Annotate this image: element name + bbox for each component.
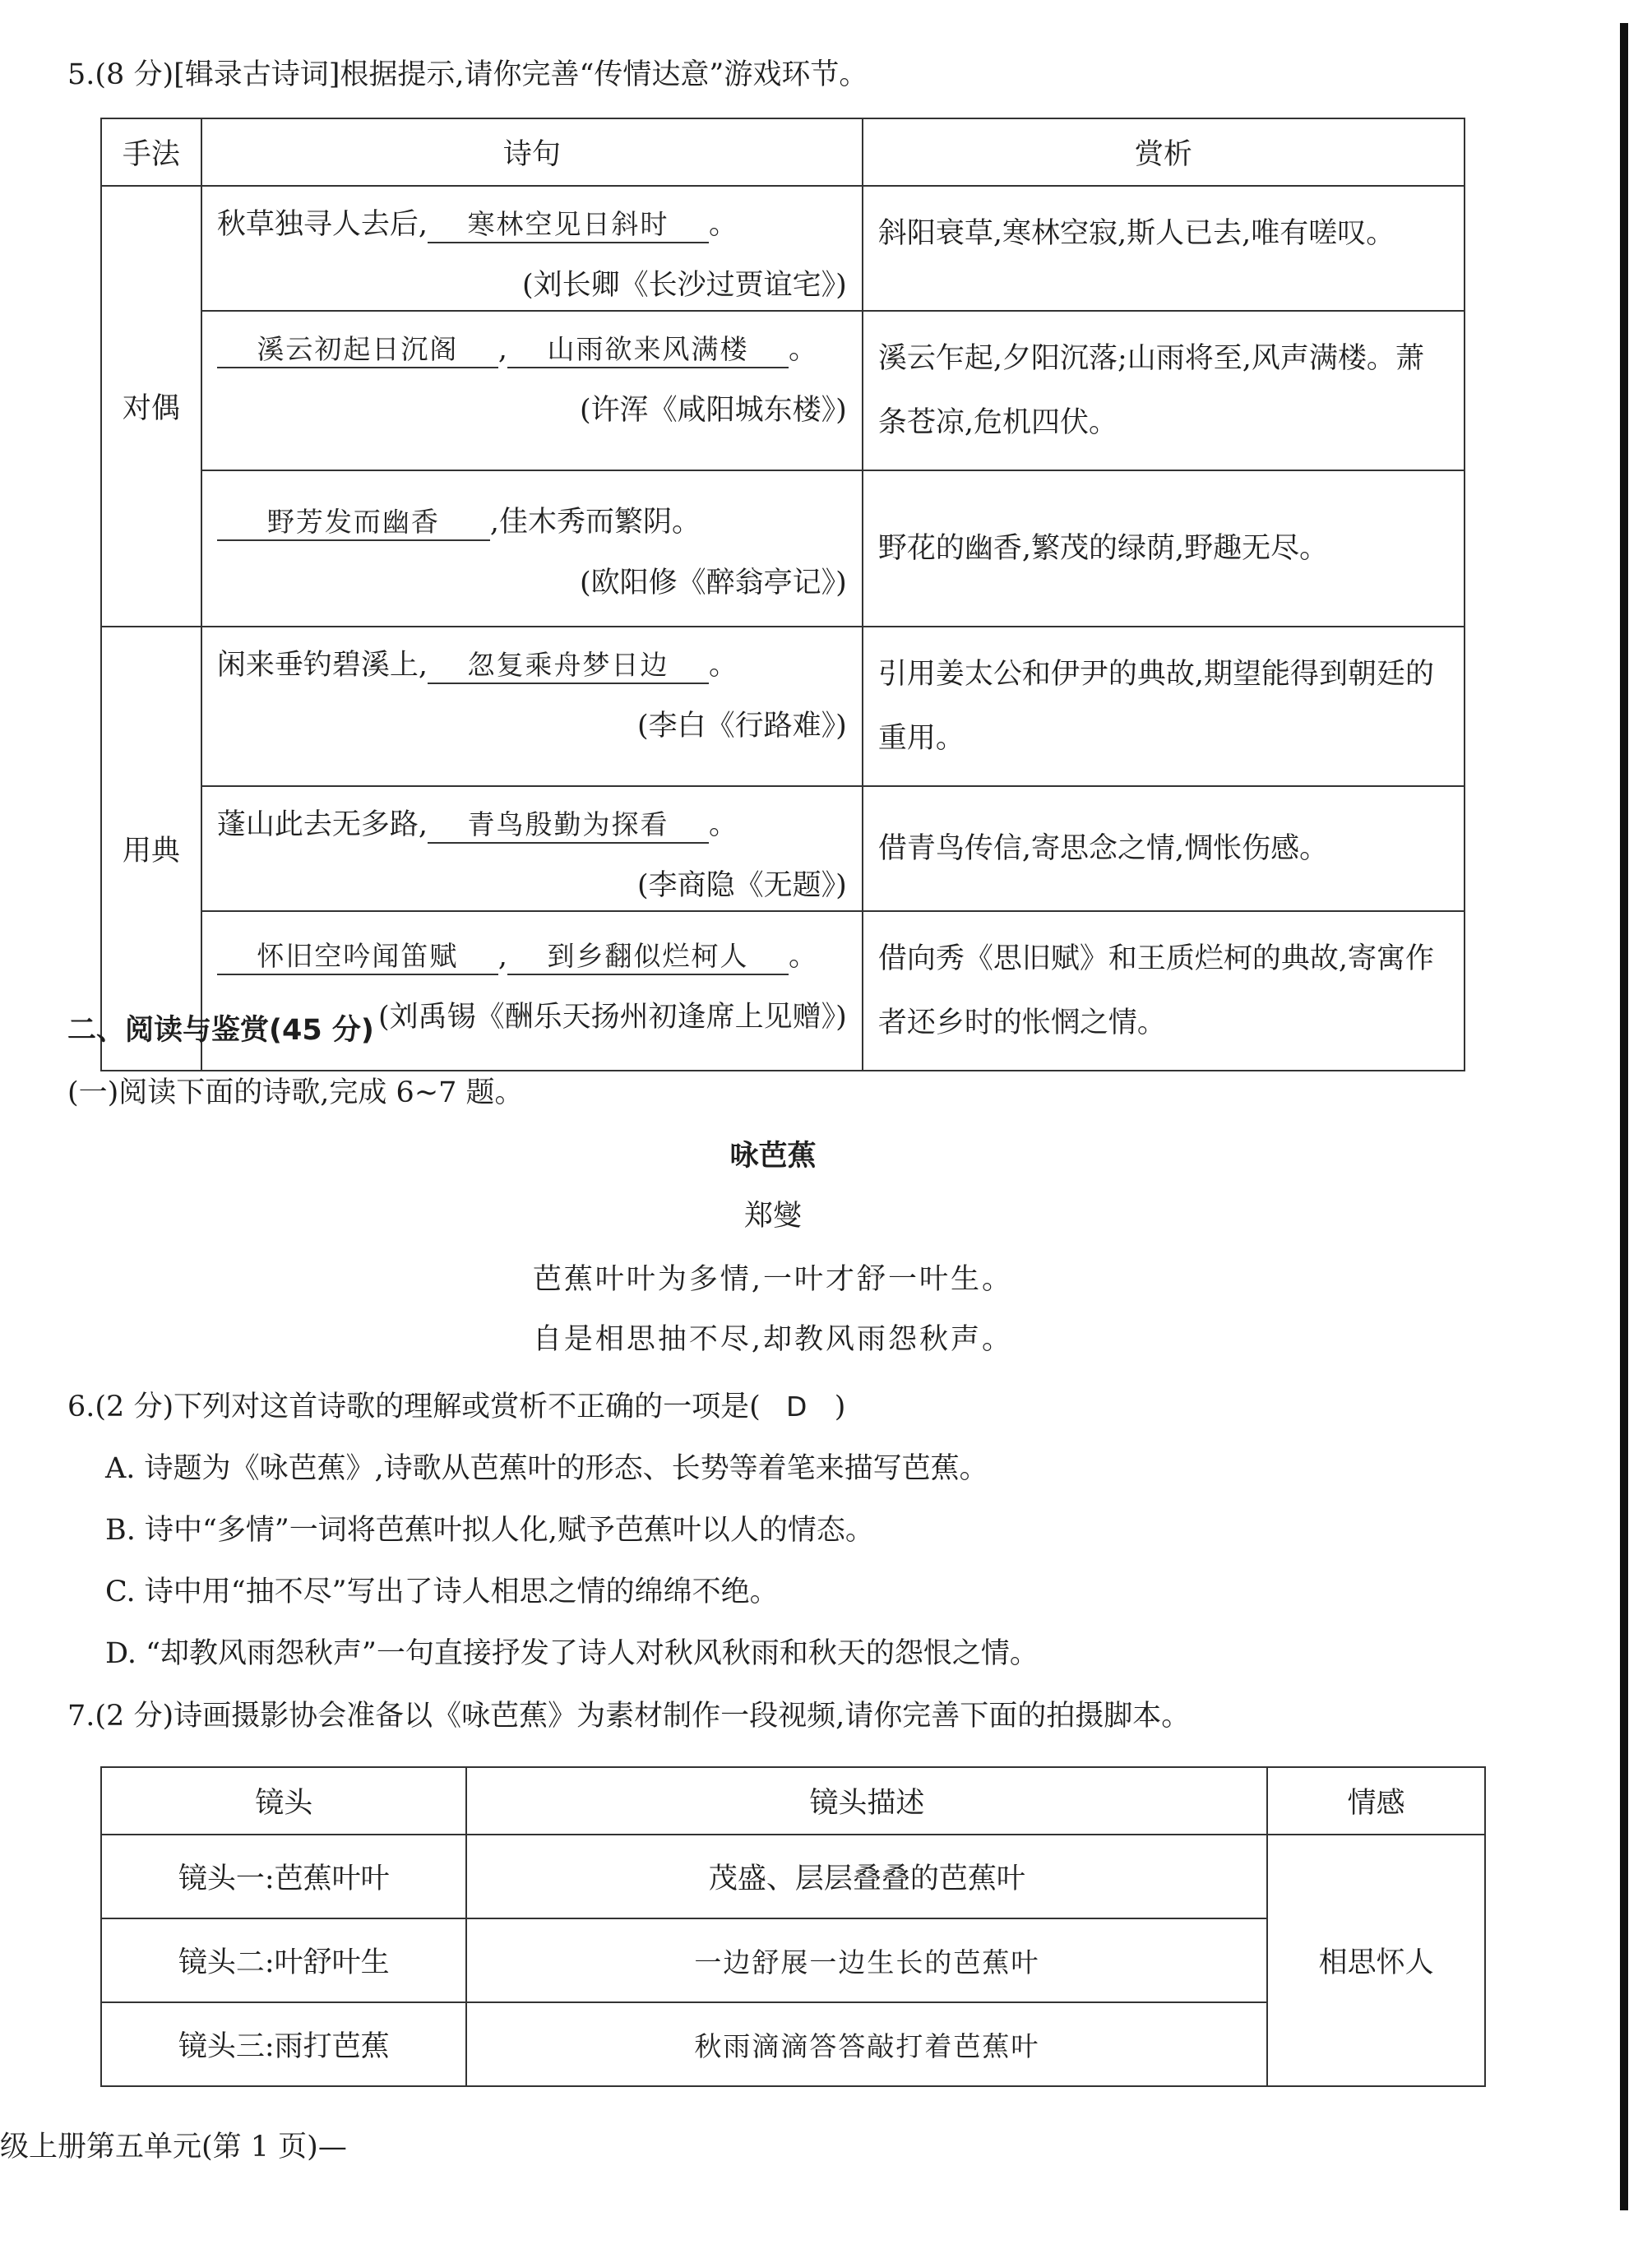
answer-blank[interactable]: 野芳发而幽香 [217,501,490,541]
q5-table [100,118,1465,1071]
poem-line-1: 芭蕉叶叶为多情,一叶才舒一叶生。 [532,1263,1014,1296]
q5-source: (刘长卿《长沙过贾谊宅》) [522,269,847,302]
section2-sub: (一)阅读下面的诗歌,完成 6~7 题。 [67,1076,524,1109]
q5-technique-yongdian: 用典 [101,627,201,1071]
q5-row-verse: 蓬山此去无多路, 青鸟殷勤为探看 。 (李商隐《无题》) [201,786,863,911]
q6-prompt-line: 6.(2 分)下列对这首诗歌的理解或赏析不正确的一项是( D ) [67,1391,846,1423]
q5-row-verse: 怀旧空吟闻笛赋 , 到乡翻似烂柯人 。 (刘禹锡《酬乐天扬州初逢席上见赠》) [201,911,863,1071]
answer-blank[interactable]: 寒林空见日斜时 [428,203,709,243]
page-footer: 级上册第五单元(第 1 页)— [0,2131,347,2163]
q5-prompt: 5.(8 分)[辑录古诗词]根据提示,请你完善“传情达意”游戏环节。 [67,58,868,91]
q7-desc-1: 茂盛、层层叠叠的芭蕉叶 [466,1835,1267,1918]
section2-heading: 二、阅读与鉴赏(45 分) [67,1014,374,1047]
q5-source: (欧阳修《醉翁亭记》) [580,567,847,599]
q7-prompt: 7.(2 分)诗画摄影协会准备以《咏芭蕉》为素材制作一段视频,请你完善下面的拍摄脚本。 [67,1700,1191,1733]
q5-row-verse: 闲来垂钓碧溪上, 忽复乘舟梦日边 。 (李白《行路难》) [201,627,863,786]
answer-blank[interactable]: 到乡翻似烂柯人 [507,935,789,975]
q5-row-verse: 秋草独寻人去后, 寒林空见日斜时 。 (刘长卿《长沙过贾谊宅》) [201,186,863,311]
q5-analysis: 借向秀《思旧赋》和王质烂柯的典故,寄寓作者还乡时的怅惘之情。 [863,911,1465,1071]
q7-header-desc: 镜头描述 [466,1767,1267,1835]
q7-shot-1: 镜头一:芭蕉叶叶 [101,1835,466,1918]
poem-line-2: 自是相思抽不尽,却教风雨怨秋声。 [532,1323,1014,1356]
q7-header-emotion: 情感 [1267,1767,1485,1835]
poem-title: 咏芭蕉 [729,1140,817,1173]
q5-header-verse: 诗句 [201,118,863,186]
q6-option-b: B. 诗中“多情”一词将芭蕉叶拟人化,赋予芭蕉叶以人的情态。 [105,1514,874,1547]
q6-prompt: 6.(2 分)下列对这首诗歌的理解或赏析不正确的一项是( [67,1391,761,1423]
q6-answer[interactable]: D [786,1391,809,1423]
poem-author: 郑燮 [743,1200,802,1233]
q5-row-verse: 野芳发而幽香 ,佳木秀而繁阴。 (欧阳修《醉翁亭记》) [201,470,863,627]
answer-blank[interactable]: 山雨欲来风满楼 [507,328,789,368]
q5-technique-duiou: 对偶 [101,186,201,627]
q7-table [100,1766,1486,2087]
q5-analysis: 借青鸟传信,寄思念之情,惆怅伤感。 [863,786,1465,911]
q7-shot-2: 镜头二:叶舒叶生 [101,1918,466,2002]
q5-analysis: 野花的幽香,繁茂的绿荫,野趣无尽。 [863,470,1465,627]
q5-source: (李商隐《无题》) [637,869,847,902]
q5-analysis: 引用姜太公和伊尹的典故,期望能得到朝廷的重用。 [863,627,1465,786]
q7-header-shot: 镜头 [101,1767,466,1835]
q5-analysis: 斜阳衰草,寒林空寂,斯人已去,唯有嗟叹。 [863,186,1465,311]
q6-option-c: C. 诗中用“抽不尽”写出了诗人相思之情的绵绵不绝。 [105,1576,779,1608]
q6-option-a: A. 诗题为《咏芭蕉》,诗歌从芭蕉叶的形态、长势等着笔来描写芭蕉。 [105,1452,988,1485]
q5-header-analysis: 赏析 [863,118,1465,186]
answer-blank[interactable]: 青鸟殷勤为探看 [428,803,709,844]
answer-blank[interactable]: 忽复乘舟梦日边 [428,644,709,684]
q5-source: (许浑《咸阳城东楼》) [580,394,847,427]
q5-source: (刘禹锡《酬乐天扬州初逢席上见赠》) [378,1001,847,1034]
answer-blank[interactable]: 怀旧空吟闻笛赋 [217,935,498,975]
q7-desc-3-answer[interactable]: 秋雨滴滴答答敲打着芭蕉叶 [466,2002,1267,2086]
page-edge-shadow [1620,23,1628,2210]
q5-analysis: 溪云乍起,夕阳沉落;山雨将至,风声满楼。萧条苍凉,危机四伏。 [863,311,1465,470]
q7-shot-3: 镜头三:雨打芭蕉 [101,2002,466,2086]
q5-row-verse: 溪云初起日沉阁 , 山雨欲来风满楼 。 (许浑《咸阳城东楼》) [201,311,863,470]
q7-emotion: 相思怀人 [1267,1835,1485,2086]
answer-blank[interactable]: 溪云初起日沉阁 [217,328,498,368]
q5-source: (李白《行路难》) [637,710,847,743]
q6-option-d: D. “却教风雨怨秋声”一句直接抒发了诗人对秋风秋雨和秋天的怨恨之情。 [105,1637,1039,1670]
q5-header-technique: 手法 [101,118,201,186]
q7-desc-2-answer[interactable]: 一边舒展一边生长的芭蕉叶 [466,1918,1267,2002]
